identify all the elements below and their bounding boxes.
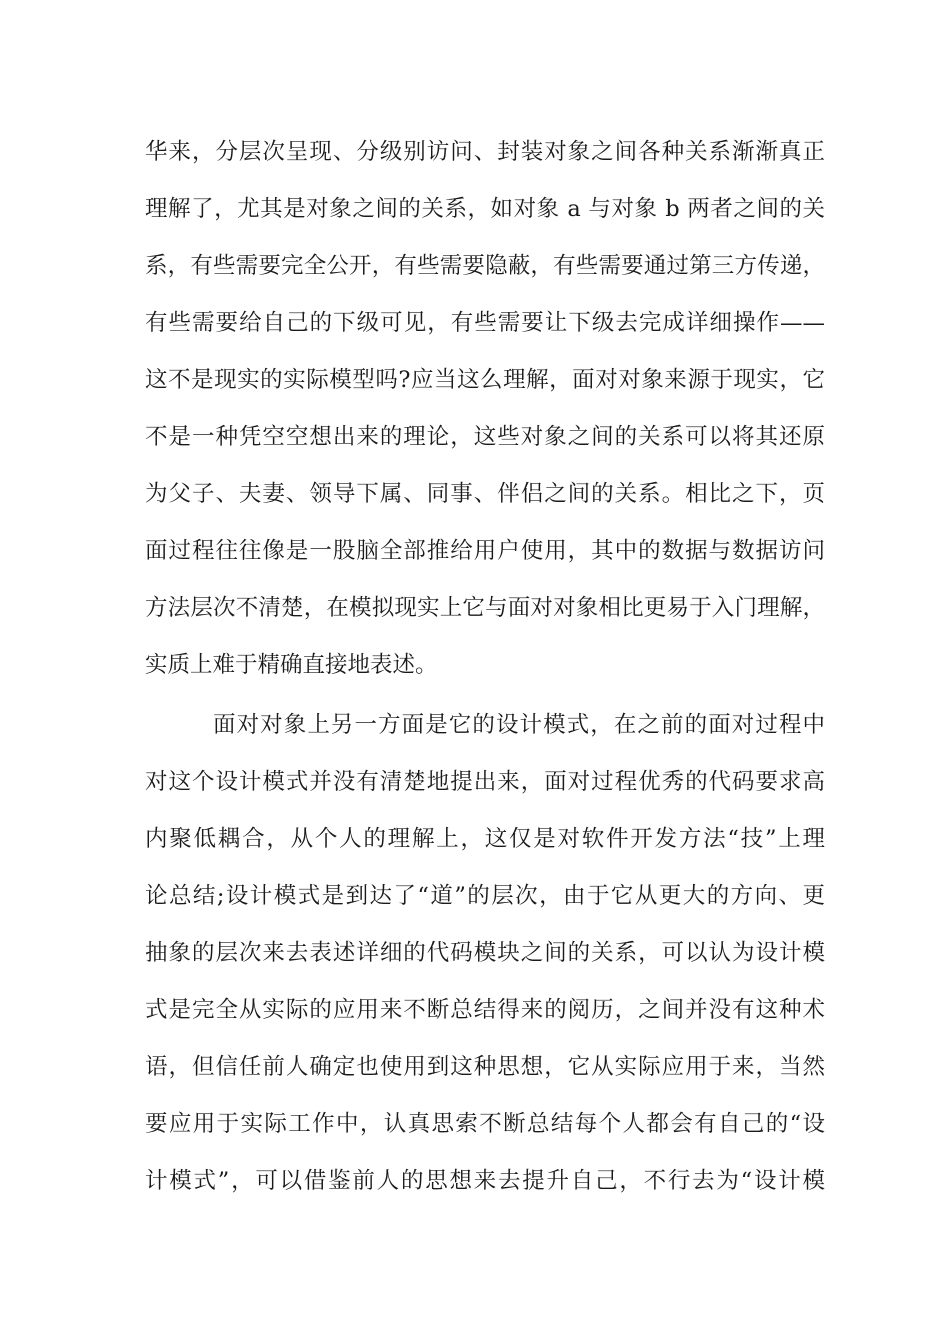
text-line-8: 面过程往往像是一股脑全部推给用户使用，其中的数据与数据访问: [145, 538, 825, 564]
text-line-18: 要应用于实际工作中，认真思索不断总结每个人都会有自己的“设: [145, 1111, 825, 1137]
text-line-16: 式是完全从实际的应用来不断总结得来的阅历，之间并没有这种术: [145, 997, 825, 1023]
text-line-17: 语，但信任前人确定也使用到这种思想，它从实际应用于来，当然: [145, 1054, 825, 1080]
text-line-10: 实质上难于精确直接地表述。: [145, 652, 438, 678]
text-line-2: 理解了，尤其是对象之间的关系，如对象 a 与对象 b 两者之间的关: [145, 196, 825, 222]
text-line-5: 这不是现实的实际模型吗?应当这么理解，面对对象来源于现实，它: [145, 367, 825, 393]
text-line-12: 对这个设计模式并没有清楚地提出来，面对过程优秀的代码要求高: [145, 769, 825, 795]
text-line-1: 华来，分层次呈现、分级别访问、封装对象之间各种关系渐渐真正: [145, 139, 825, 165]
text-line-14: 论总结;设计模式是到达了“道”的层次，由于它从更大的方向、更: [145, 883, 825, 909]
text-line-13: 内聚低耦合，从个人的理解上，这仅是对软件开发方法“技”上理: [145, 826, 825, 852]
text-line-3: 系，有些需要完全公开，有些需要隐蔽，有些需要通过第三方传递，: [145, 253, 825, 279]
text-line-9: 方法层次不清楚，在模拟现实上它与面对对象相比更易于入门理解，: [145, 595, 825, 621]
text-line-11: 面对对象上另一方面是它的设计模式，在之前的面对过程中: [213, 712, 825, 738]
text-line-4: 有些需要给自己的下级可见，有些需要让下级去完成详细操作——: [145, 310, 825, 336]
text-line-6: 不是一种凭空空想出来的理论，这些对象之间的关系可以将其还原: [145, 424, 825, 450]
text-line-7: 为父子、夫妻、领导下属、同事、伴侣之间的关系。相比之下，页: [145, 481, 825, 507]
text-line-19: 计模式”，可以借鉴前人的思想来去提升自己，不行去为“设计模: [145, 1168, 825, 1194]
text-line-15: 抽象的层次来去表述详细的代码模块之间的关系，可以认为设计模: [145, 940, 825, 966]
